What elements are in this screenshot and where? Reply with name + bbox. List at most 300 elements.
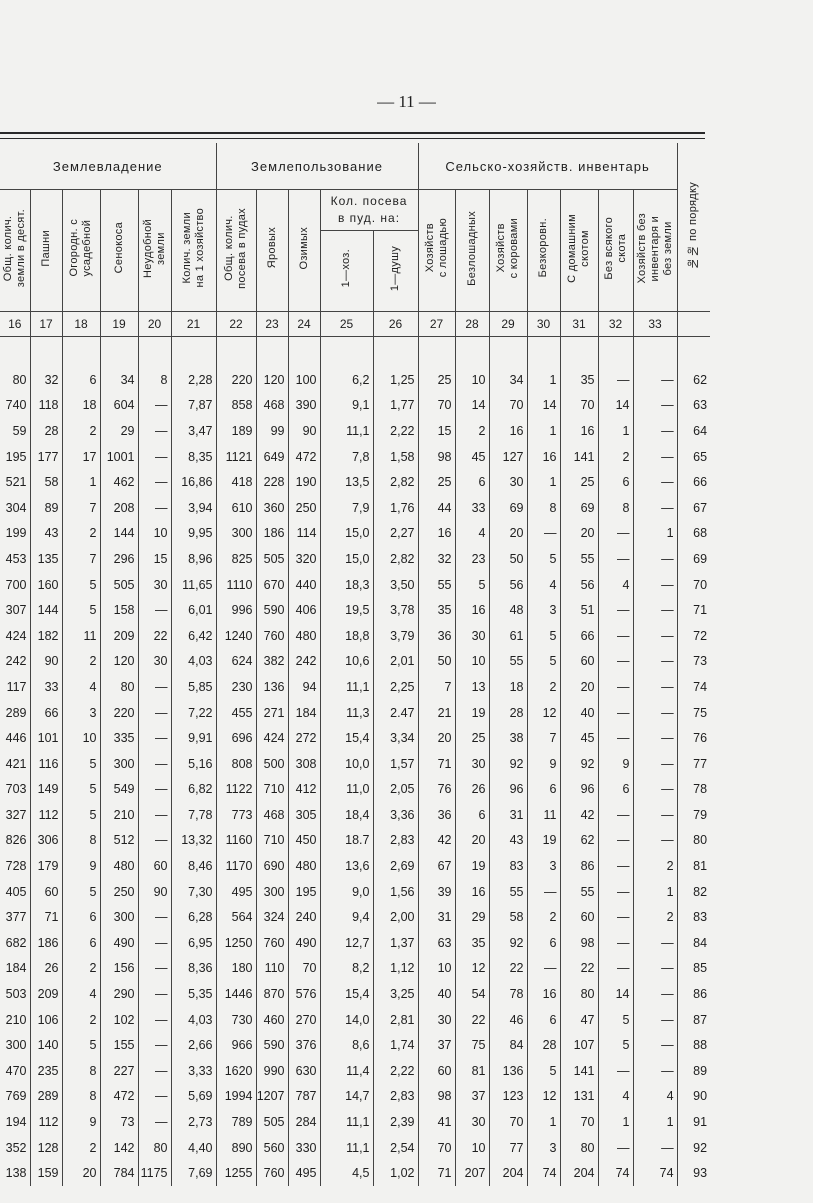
- table-row: [0, 1160, 710, 1186]
- table-cell: 66: [30, 700, 62, 726]
- table-cell: 10,0: [320, 751, 373, 777]
- table-cell: 682: [5, 935, 27, 950]
- table-cell: 74: [633, 1160, 677, 1186]
- table-cell: 18,8: [320, 623, 373, 649]
- row-number-cell: 69: [677, 546, 710, 572]
- table-cell: —: [598, 521, 633, 547]
- table-cell: 70: [418, 393, 455, 419]
- table-cell: 1620: [216, 1058, 256, 1084]
- table-cell: 15,4: [320, 725, 373, 751]
- table-cell: 92: [489, 751, 527, 777]
- table-cell: —: [598, 725, 633, 751]
- table-cell: 6: [527, 777, 560, 803]
- table-cell: 2,66: [171, 1032, 216, 1058]
- table-cell: 490: [288, 930, 320, 956]
- table-cell: 20: [62, 1160, 100, 1186]
- table-cell: 30: [489, 469, 527, 495]
- table-cell: 195: [288, 879, 320, 905]
- table-cell: 60: [560, 904, 598, 930]
- table-cell: 35: [560, 367, 598, 393]
- table-cell: 7,8: [320, 444, 373, 470]
- table-cell: 6: [598, 777, 633, 803]
- table-cell: 41: [418, 1109, 455, 1135]
- table-cell: 98: [418, 1084, 455, 1110]
- table-cell: 5: [62, 597, 100, 623]
- table-cell: 3,79: [373, 623, 418, 649]
- row-number-cell: 80: [677, 828, 710, 854]
- row-number-cell: 90: [677, 1084, 710, 1110]
- table-cell: 5,35: [171, 981, 216, 1007]
- row-number-cell: 78: [677, 777, 710, 803]
- table-cell: 4,03: [171, 1007, 216, 1033]
- table-cell: 453: [5, 551, 27, 566]
- table-cell: —: [633, 1058, 677, 1084]
- table-cell: —: [598, 546, 633, 572]
- table-cell: 789: [216, 1109, 256, 1135]
- table-cell: 92: [560, 751, 598, 777]
- table-cell: 28: [30, 418, 62, 444]
- table-row: [0, 521, 710, 547]
- table-cell: 5: [62, 572, 100, 598]
- table-cell: 7,9: [320, 495, 373, 521]
- table-cell: —: [633, 623, 677, 649]
- table-cell: 7: [62, 546, 100, 572]
- table-cell: 35: [455, 930, 489, 956]
- table-cell: 38: [489, 725, 527, 751]
- table-cell: 4: [62, 981, 100, 1007]
- table-cell: 2,83: [373, 828, 418, 854]
- top-rule-thin: [0, 138, 705, 139]
- table-cell: 773: [216, 802, 256, 828]
- table-cell: 14: [527, 393, 560, 419]
- table-cell: 290: [100, 981, 138, 1007]
- table-cell: 7,87: [171, 393, 216, 419]
- table-cell: 34: [100, 367, 138, 393]
- table-cell: 45: [455, 444, 489, 470]
- table-cell: 144: [30, 597, 62, 623]
- table-cell: —: [138, 828, 171, 854]
- table-cell: 1,57: [373, 751, 418, 777]
- table-cell: 60: [418, 1058, 455, 1084]
- column-header-waste-land: Неудобной земли: [138, 190, 171, 312]
- table-cell: 710: [256, 777, 288, 803]
- table-cell: 480: [288, 623, 320, 649]
- table-cell: 8: [62, 1084, 100, 1110]
- table-cell: 2,69: [373, 853, 418, 879]
- table-cell: 2,82: [373, 546, 418, 572]
- table-cell: 25: [418, 367, 455, 393]
- table-cell: 62: [560, 828, 598, 854]
- table-cell: 90: [288, 418, 320, 444]
- table-cell: 39: [418, 879, 455, 905]
- table-cell: 114: [288, 521, 320, 547]
- table-cell: 54: [455, 981, 489, 1007]
- table-cell: —: [598, 879, 633, 905]
- table-cell: 1: [633, 1109, 677, 1135]
- table-cell: 6,28: [171, 904, 216, 930]
- table-cell: 51: [560, 597, 598, 623]
- table-cell: 20: [560, 674, 598, 700]
- column-number-blank: [677, 312, 710, 337]
- table-cell: 5: [598, 1007, 633, 1033]
- table-cell: 405: [5, 884, 27, 899]
- row-number-cell: 92: [677, 1135, 710, 1161]
- table-cell: —: [138, 1007, 171, 1033]
- table-cell: 5: [62, 777, 100, 803]
- table-cell: 11,0: [320, 777, 373, 803]
- table-cell: 696: [216, 725, 256, 751]
- table-cell: —: [633, 674, 677, 700]
- table-cell: 590: [256, 1032, 288, 1058]
- column-number: 19: [100, 312, 138, 337]
- table-cell: 11,1: [320, 1135, 373, 1161]
- table-cell: 40: [418, 981, 455, 1007]
- table-cell: 19: [455, 853, 489, 879]
- table-cell: —: [138, 597, 171, 623]
- table-cell: 376: [288, 1032, 320, 1058]
- table-cell: 209: [30, 981, 62, 1007]
- table-cell: 16,86: [171, 469, 216, 495]
- table-cell: 2,28: [171, 367, 216, 393]
- table-cell: 90: [138, 879, 171, 905]
- table-cell: 30: [455, 1109, 489, 1135]
- table-cell: 26: [30, 956, 62, 982]
- table-cell: 472: [288, 444, 320, 470]
- table-cell: 5,85: [171, 674, 216, 700]
- table-cell: —: [633, 777, 677, 803]
- table-cell: 6,01: [171, 597, 216, 623]
- table-cell: 5: [527, 649, 560, 675]
- table-cell: 77: [489, 1135, 527, 1161]
- table-row: [0, 1058, 710, 1084]
- row-number-cell: 67: [677, 495, 710, 521]
- table-cell: 440: [288, 572, 320, 598]
- table-cell: —: [598, 1058, 633, 1084]
- column-number: 33: [633, 312, 677, 337]
- table-cell: 37: [455, 1084, 489, 1110]
- table-cell: 1,25: [373, 367, 418, 393]
- table-cell: 138: [5, 1166, 27, 1181]
- table-cell: 21: [418, 700, 455, 726]
- table-cell: 36: [418, 802, 455, 828]
- table-cell: 14,7: [320, 1084, 373, 1110]
- table-cell: —: [633, 418, 677, 444]
- table-cell: —: [138, 674, 171, 700]
- table-cell: 74: [598, 1160, 633, 1186]
- table-cell: 6: [455, 802, 489, 828]
- table-cell: 300: [100, 751, 138, 777]
- table-cell: —: [598, 367, 633, 393]
- table-cell: 480: [100, 853, 138, 879]
- row-number-cell: 63: [677, 393, 710, 419]
- table-cell: 16: [560, 418, 598, 444]
- row-number-cell: 86: [677, 981, 710, 1007]
- table-cell: 30: [455, 751, 489, 777]
- table-cell: 4: [598, 572, 633, 598]
- table-cell: 490: [100, 930, 138, 956]
- table-cell: 3: [527, 1135, 560, 1161]
- table-cell: 70: [560, 1109, 598, 1135]
- table-cell: 13,6: [320, 853, 373, 879]
- table-cell: 284: [288, 1109, 320, 1135]
- table-cell: —: [138, 700, 171, 726]
- table-cell: 179: [30, 853, 62, 879]
- table-cell: 7,78: [171, 802, 216, 828]
- table-cell: 17: [62, 444, 100, 470]
- column-number: 28: [455, 312, 489, 337]
- table-cell: 1001: [100, 444, 138, 470]
- table-cell: 360: [256, 495, 288, 521]
- table-cell: 4: [527, 572, 560, 598]
- table-cell: 184: [288, 700, 320, 726]
- row-number-cell: 88: [677, 1032, 710, 1058]
- table-cell: 123: [489, 1084, 527, 1110]
- table-cell: 15,0: [320, 521, 373, 547]
- column-header-cowless: Безкоровн.: [527, 190, 560, 312]
- table-cell: 826: [5, 833, 27, 848]
- table-row: [0, 495, 710, 521]
- table-cell: 37: [418, 1032, 455, 1058]
- statistics-table: [0, 143, 710, 1186]
- table-cell: 610: [216, 495, 256, 521]
- row-number-cell: 83: [677, 904, 710, 930]
- table-cell: —: [633, 367, 677, 393]
- table-cell: 576: [288, 981, 320, 1007]
- table-cell: 34: [489, 367, 527, 393]
- table-cell: 1,56: [373, 879, 418, 905]
- table-cell: 1: [62, 469, 100, 495]
- table-cell: 12: [455, 956, 489, 982]
- table-cell: 22: [489, 956, 527, 982]
- table-cell: —: [633, 956, 677, 982]
- table-row: [0, 828, 710, 854]
- table-cell: 462: [100, 469, 138, 495]
- table-cell: 300: [256, 879, 288, 905]
- table-cell: 60: [30, 879, 62, 905]
- table-cell: 1240: [216, 623, 256, 649]
- table-cell: 25: [418, 469, 455, 495]
- table-row: [0, 572, 710, 598]
- table-cell: 505: [256, 546, 288, 572]
- row-number-cell: 77: [677, 751, 710, 777]
- table-cell: 9: [598, 751, 633, 777]
- table-cell: 690: [256, 853, 288, 879]
- table-cell: 480: [288, 853, 320, 879]
- table-cell: —: [598, 802, 633, 828]
- table-row: [0, 597, 710, 623]
- table-cell: —: [138, 1058, 171, 1084]
- table-row: [0, 777, 710, 803]
- row-number-cell: 85: [677, 956, 710, 982]
- table-row: [0, 904, 710, 930]
- table-cell: 7,22: [171, 700, 216, 726]
- table-cell: 7,30: [171, 879, 216, 905]
- table-cell: 703: [5, 782, 27, 797]
- table-cell: 30: [455, 623, 489, 649]
- table-cell: —: [633, 981, 677, 1007]
- table-cell: 505: [256, 1109, 288, 1135]
- column-header-per-soul: 1—душу: [373, 231, 418, 312]
- table-row: [0, 1109, 710, 1135]
- table-cell: 228: [256, 469, 288, 495]
- table-cell: 1121: [216, 444, 256, 470]
- table-cell: —: [598, 700, 633, 726]
- table-cell: 22: [455, 1007, 489, 1033]
- table-cell: 43: [489, 828, 527, 854]
- table-cell: 8,46: [171, 853, 216, 879]
- table-cell: 18,3: [320, 572, 373, 598]
- table-cell: 858: [216, 393, 256, 419]
- row-number-cell: 75: [677, 700, 710, 726]
- table-cell: 136: [256, 674, 288, 700]
- table-cell: 141: [560, 444, 598, 470]
- table-cell: 60: [560, 649, 598, 675]
- table-cell: 500: [256, 751, 288, 777]
- table-cell: 159: [30, 1160, 62, 1186]
- table-cell: 760: [256, 623, 288, 649]
- table-cell: 9,0: [320, 879, 373, 905]
- table-cell: 149: [30, 777, 62, 803]
- table-cell: 5: [62, 802, 100, 828]
- column-header-row-number: №№ по порядку: [677, 143, 710, 312]
- table-cell: 25: [560, 469, 598, 495]
- table-cell: 1,02: [373, 1160, 418, 1186]
- table-cell: 330: [288, 1135, 320, 1161]
- table-cell: 29: [100, 418, 138, 444]
- table-cell: 1994: [216, 1084, 256, 1110]
- table-cell: 15: [418, 418, 455, 444]
- table-cell: 12,7: [320, 930, 373, 956]
- table-cell: —: [633, 751, 677, 777]
- table-cell: 31: [418, 904, 455, 930]
- table-cell: 5: [62, 1032, 100, 1058]
- table-cell: 5: [598, 1032, 633, 1058]
- table-cell: 35: [418, 597, 455, 623]
- table-cell: 3,94: [171, 495, 216, 521]
- column-header-horseless: Безлошадных: [455, 190, 489, 312]
- table-cell: 13: [455, 674, 489, 700]
- table-cell: 156: [100, 956, 138, 982]
- table-cell: 18,4: [320, 802, 373, 828]
- table-cell: 117: [6, 679, 27, 694]
- table-cell: 11,1: [320, 1109, 373, 1135]
- table-cell: 195: [5, 449, 27, 464]
- table-cell: —: [527, 521, 560, 547]
- table-cell: 78: [489, 981, 527, 1007]
- table-cell: 8,96: [171, 546, 216, 572]
- column-header-land-per-household: Колич. земли на 1 хозяйство: [171, 190, 216, 312]
- table-cell: 8: [527, 495, 560, 521]
- table-cell: 352: [5, 1140, 27, 1155]
- column-header-with-horse: Хозяйств с лошадью: [418, 190, 455, 312]
- table-cell: 16: [527, 981, 560, 1007]
- table-cell: 98: [560, 930, 598, 956]
- table-cell: 120: [256, 367, 288, 393]
- table-cell: 8: [138, 367, 171, 393]
- table-row: [0, 1007, 710, 1033]
- table-cell: 118: [30, 393, 62, 419]
- table-row: [0, 751, 710, 777]
- table-cell: 966: [216, 1032, 256, 1058]
- table-cell: 20: [455, 828, 489, 854]
- table-cell: 808: [216, 751, 256, 777]
- table-cell: 140: [30, 1032, 62, 1058]
- table-cell: —: [633, 546, 677, 572]
- table-cell: 15,4: [320, 981, 373, 1007]
- table-cell: 55: [560, 879, 598, 905]
- table-cell: 23: [455, 546, 489, 572]
- table-cell: —: [598, 956, 633, 982]
- table-cell: —: [138, 725, 171, 751]
- column-number: 29: [489, 312, 527, 337]
- row-number-cell: 62: [677, 367, 710, 393]
- table-cell: 33: [455, 495, 489, 521]
- table-cell: 8,35: [171, 444, 216, 470]
- table-cell: —: [598, 828, 633, 854]
- table-cell: —: [633, 1032, 677, 1058]
- table-cell: —: [633, 725, 677, 751]
- table-cell: 2: [527, 674, 560, 700]
- group-header-landholding: Землевладение: [0, 143, 216, 190]
- table-cell: 446: [5, 731, 27, 746]
- table-cell: 13,32: [171, 828, 216, 854]
- table-cell: 382: [256, 649, 288, 675]
- column-number: 16: [0, 312, 30, 337]
- table-cell: —: [633, 828, 677, 854]
- table-cell: 16: [455, 879, 489, 905]
- table-cell: 6: [527, 930, 560, 956]
- table-row: [0, 367, 710, 393]
- table-cell: 300: [216, 521, 256, 547]
- table-cell: 2,81: [373, 1007, 418, 1033]
- table-row: [0, 674, 710, 700]
- table-cell: 10: [455, 1135, 489, 1161]
- table-cell: 31: [489, 802, 527, 828]
- table-cell: 512: [100, 828, 138, 854]
- table-cell: 10,6: [320, 649, 373, 675]
- table-cell: 142: [100, 1135, 138, 1161]
- column-number: 20: [138, 312, 171, 337]
- table-cell: 2,83: [373, 1084, 418, 1110]
- table-cell: —: [138, 956, 171, 982]
- table-cell: 1: [633, 879, 677, 905]
- table-cell: 220: [216, 367, 256, 393]
- table-cell: 2,73: [171, 1109, 216, 1135]
- table-cell: 8,36: [171, 956, 216, 982]
- table-cell: 71: [30, 904, 62, 930]
- table-cell: 22: [560, 956, 598, 982]
- table-cell: 15: [138, 546, 171, 572]
- table-cell: —: [138, 1032, 171, 1058]
- table-cell: 1,74: [373, 1032, 418, 1058]
- row-number-cell: 81: [677, 853, 710, 879]
- table-cell: 66: [560, 623, 598, 649]
- table-cell: 1: [527, 1109, 560, 1135]
- table-cell: 30: [138, 649, 171, 675]
- table-cell: 1160: [216, 828, 256, 854]
- table-cell: 14: [455, 393, 489, 419]
- table-cell: 1: [527, 418, 560, 444]
- table-cell: 210: [100, 802, 138, 828]
- table-cell: 69: [560, 495, 598, 521]
- table-cell: 1170: [216, 853, 256, 879]
- table-cell: —: [633, 930, 677, 956]
- table-cell: 10: [62, 725, 100, 751]
- table-cell: 8,2: [320, 956, 373, 982]
- table-cell: 177: [30, 444, 62, 470]
- table-cell: 76: [418, 777, 455, 803]
- table-row: [0, 1032, 710, 1058]
